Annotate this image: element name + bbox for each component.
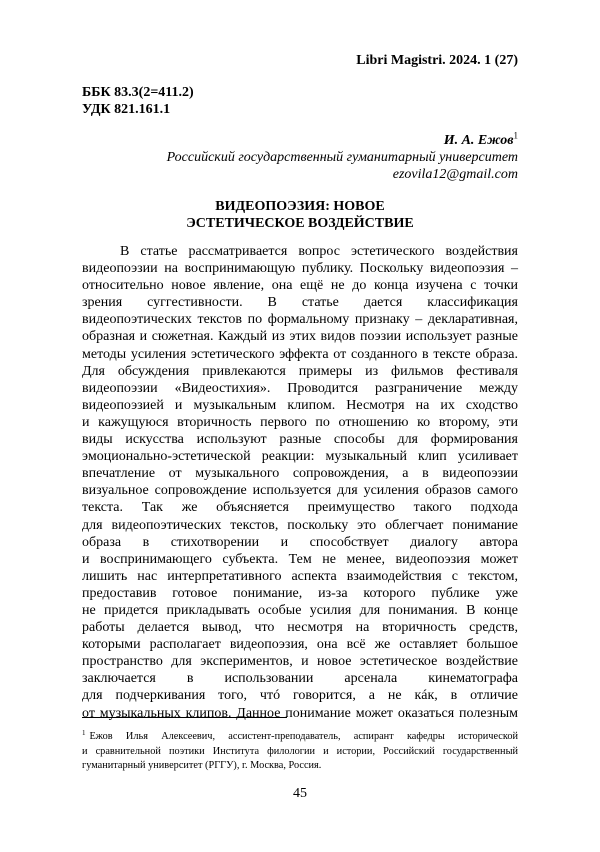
abstract-line: видеопоэтических текстов по формальному признаку – декларативная, xyxy=(82,312,518,328)
abstract-line: заключается в использовании арсенала кинематографа xyxy=(82,671,518,687)
page-number: 45 xyxy=(293,786,307,801)
abstract-line: эмоционально-эстетической реакции: музыкальный клип усиливает xyxy=(82,449,518,465)
abstract-line: которыми располагает видеопоэзия, она всё же оставляет большое xyxy=(82,637,518,653)
abstract-line: для видеопоэтических текстов, поскольку это облегчает понимание xyxy=(82,517,518,533)
footnote-text: Ежов Илья Алексеевич, ассистент-преподаватель, аспирант кафедры исторической xyxy=(89,731,518,742)
abstract-line: визуальное сопровождение используется для усиления образов самого xyxy=(82,483,518,499)
abstract-line: предоставив готовое понимание, из-за которого публике уже xyxy=(82,585,518,601)
title-line-2: ЭСТЕТИЧЕСКОЕ ВОЗДЕЙСТВИЕ xyxy=(186,216,414,231)
abstract-line: лишить нас интерпретативного аспекта взаимодействия с текстом, xyxy=(82,568,518,584)
footnote-line: гуманитарный университет (РГГУ), г. Москва, Россия. xyxy=(82,760,322,772)
abstract-line: образная и сюжетная. Каждый из этих видов поэзии использует разные xyxy=(82,329,518,345)
abstract-line: относительно новое явление, она ещё не до конца изучена с точки xyxy=(82,278,518,294)
abstract-line: текста. Так же объясняется преимущество такого подхода xyxy=(82,500,518,516)
abstract-line: методы усиления эстетического эффекта от созданного в тексте образа. xyxy=(82,346,518,362)
abstract-line: пространство для экспериментов, и новое эстетическое воздействие xyxy=(82,654,518,670)
abstract-line: Для обсуждения привлекаются примеры из фильмов фестиваля xyxy=(82,363,518,379)
author-email: ezovila12@gmail.com xyxy=(392,167,518,182)
author-name: И. А. Ежов xyxy=(443,133,514,148)
abstract-line: видеопоэзией и музыкальным клипом. Несмотря на их сходство xyxy=(82,397,518,413)
abstract-line: виды искусства используют разные способы для формирования xyxy=(82,432,518,448)
abstract-line: работы делается вывод, что несмотря на вторичность средств, xyxy=(82,620,518,636)
author-block xyxy=(167,132,518,183)
article-title xyxy=(82,198,518,232)
abstract-line: зрения суггестивности. В статье дается классификация xyxy=(82,295,518,311)
bbk-code: ББК 83.3(2=411.2) xyxy=(82,85,194,100)
abstract-line: и кажущуюся вторичность первого по отношению ко второму, эти xyxy=(82,414,518,430)
classification-codes xyxy=(82,84,194,118)
abstract-line: от музыкальных клипов. Данное понимание может оказаться полезным xyxy=(82,705,518,721)
abstract xyxy=(82,243,518,722)
abstract-line: образа в стихотворении и способствует диалогу автора xyxy=(82,534,518,550)
author-footnote-mark: 1 xyxy=(513,130,518,141)
title-line-1: ВИДЕОПОЭЗИЯ: НОВОЕ xyxy=(215,199,385,214)
abstract-line: видеопоэзии «Видеостихия». Проводится разграничение между xyxy=(82,380,518,396)
journal-header: Libri Magistri. 2024. 1 (27) xyxy=(356,53,518,68)
footnote-line: и сравнительной поэтики Института филологии и истории, Российский государственный xyxy=(82,745,518,757)
author-name-line xyxy=(167,132,518,149)
author-affiliation: Российский государственный гуманитарный университет xyxy=(166,150,518,165)
abstract-line: В статье рассматривается вопрос эстетического воздействия xyxy=(120,244,518,259)
footnote-line xyxy=(82,730,518,745)
footnote xyxy=(82,730,518,774)
abstract-line: для подчеркивания того, чтó говорится, а не кáк, в отличие xyxy=(82,688,518,704)
udk-code: УДК 821.161.1 xyxy=(82,102,171,117)
abstract-line: и воспринимающего субъекта. Тем не менее, видеопоэзия может xyxy=(82,551,518,567)
abstract-line: не придется прикладывать особые усилия для понимания. В конце xyxy=(82,602,518,618)
abstract-line: видеопоэзии на воспринимающую публику. Поскольку видеопоэзия – xyxy=(82,261,518,277)
abstract-line: впечатление от музыкального сопровождения, а в видеопоэзии xyxy=(82,466,518,482)
footnote-mark: 1 xyxy=(82,728,86,737)
footnote-divider xyxy=(82,717,287,718)
